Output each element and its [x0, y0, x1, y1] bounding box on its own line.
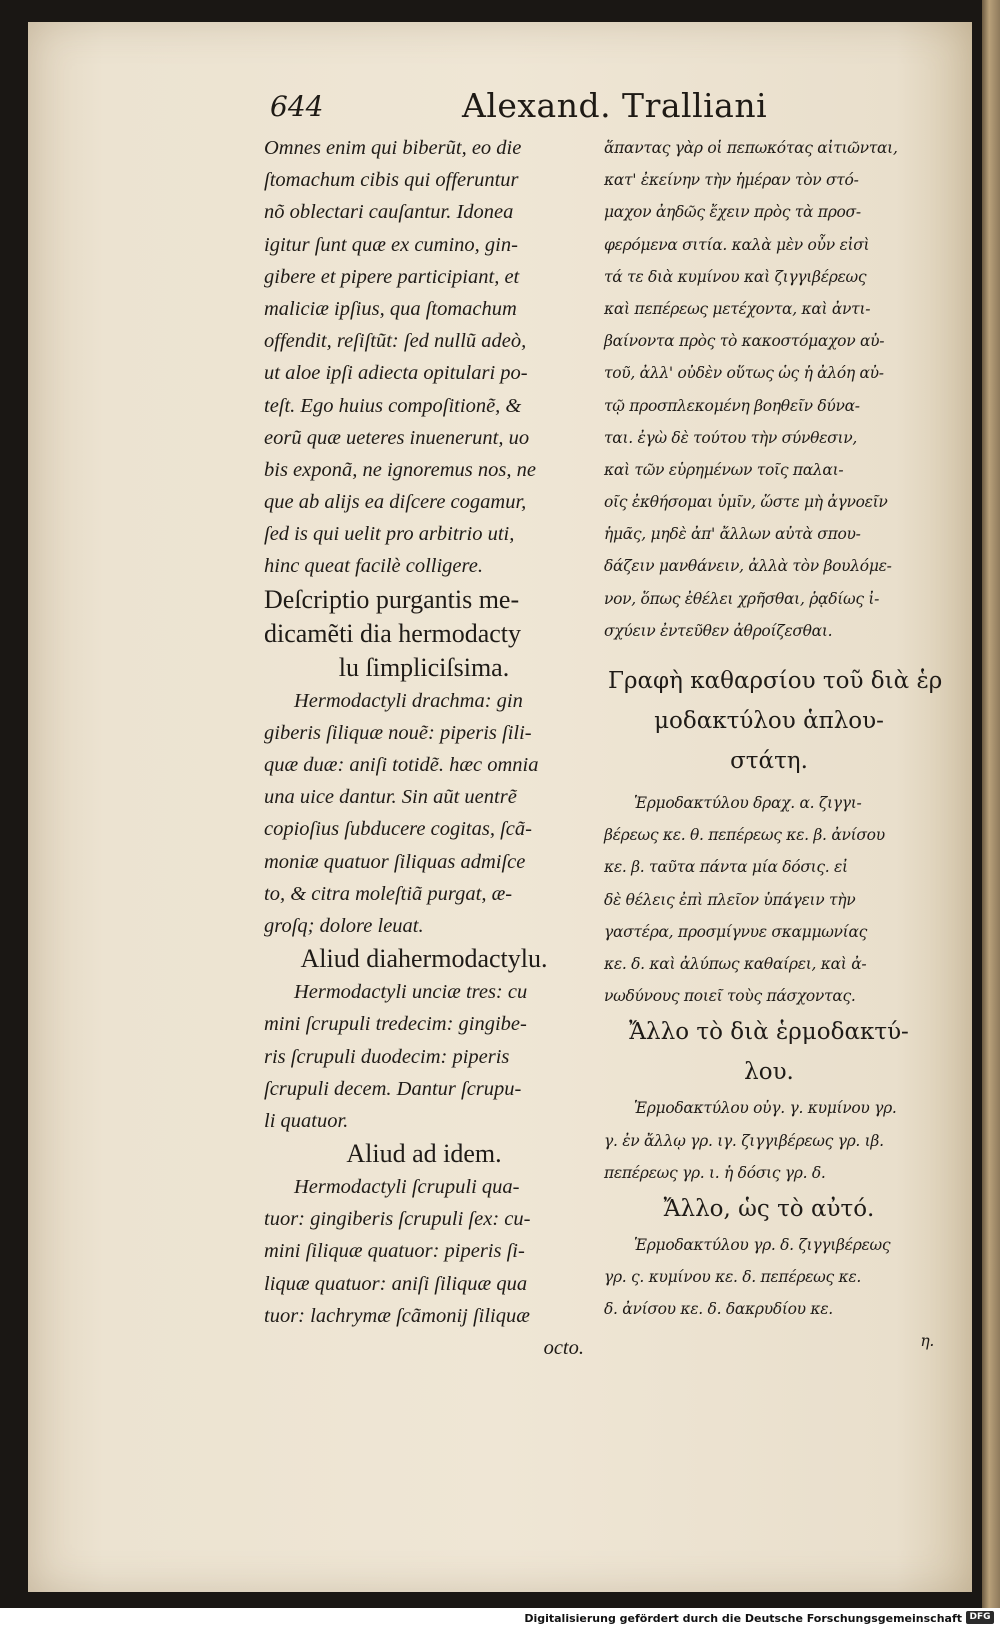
text-line: σχύειν ἐντεῦθεν ἀθροίζεσθαι. — [604, 621, 833, 640]
greek-heading-3: Ἄλλο, ὡς τὸ αὐτό. — [663, 1195, 875, 1222]
text-line: Ἑρμοδακτύλου δραχ. α. ζιγγι- — [634, 794, 862, 812]
heading-line: lu ſimpliciſsima. — [338, 652, 510, 682]
text-line: ἅπαντας γὰρ οἱ πεπωκότας αἰτιῶνται, — [604, 139, 898, 157]
text-line: bis exponã, ne ignoremus nos, ne — [264, 458, 536, 481]
latin-heading-2: Aliud diahermodactylu. — [300, 944, 548, 974]
text-line: ται. ἐγὼ δὲ τούτου τὴν σύνθεσιν, — [604, 428, 857, 447]
latin-paragraph-4 — [264, 1171, 584, 1364]
text-line: τοῦ, ἀλλ' οὐδὲν οὕτως ὡς ἡ ἀλόη αὐ- — [604, 364, 884, 383]
text-line: mini ſiliquæ quatuor: piperis ſi- — [264, 1240, 525, 1263]
text-line: Hermodactyli unciæ tres: cu — [294, 981, 528, 1004]
text-line: ut aloe ipſi adiecta opitulari po- — [264, 362, 528, 385]
book-edge — [982, 0, 1000, 1608]
text-line: βέρεως κε. θ. πεπέρεως κε. β. ἀνίσου — [604, 826, 885, 845]
text-line: φερόμενα σιτία. καλὰ μὲν οὖν εἰσὶ — [604, 235, 870, 254]
text-line: Hermodactyli drachma: gin — [294, 689, 523, 712]
text-line: liquæ quatuor: aniſi ſiliquæ qua — [264, 1272, 528, 1295]
text-line: τά τε διὰ κυμίνου καὶ ζιγγιβέρεως — [604, 267, 867, 286]
text-line: ſcrupuli decem. Dantur ſcrupu- — [264, 1077, 522, 1100]
text-line: groſq; dolore leuat. — [264, 914, 424, 937]
text-line: ſed is qui uelit pro arbitrio uti, — [264, 523, 515, 546]
heading-line: λου. — [744, 1059, 794, 1086]
text-line: νωδύνους ποιεῖ τοὺς πάσχοντας. — [604, 987, 856, 1006]
latin-column — [264, 132, 584, 1364]
text-line: η. — [920, 1332, 934, 1351]
text-line: to, & citra moleſtiã purgat, æ- — [264, 882, 513, 905]
text-line: octo. — [543, 1337, 584, 1359]
text-line: giberis ſiliquæ nouẽ: piperis ſili- — [264, 721, 532, 744]
text-line: γαστέρα, προσμίγνυε σκαμμωνίας — [604, 922, 867, 941]
text-line: νον, ὅπως ἐθέλει χρῆσθαι, ῥᾳδίως ἰ- — [604, 589, 880, 608]
text-line: gibere et pipere participiant, et — [264, 265, 520, 288]
text-line: κατ' ἐκείνην τὴν ἡμέραν τὸν στό- — [604, 171, 859, 190]
running-head: Alexand. Tralliani — [462, 86, 768, 125]
text-line: hinc queat facilè colligere. — [264, 555, 483, 578]
text-line: πεπέρεως γρ. ι. ἡ δόσις γρ. δ. — [604, 1163, 826, 1182]
text-line: κε. β. ταῦτα πάντα μία δόσις. εἰ — [604, 858, 848, 877]
text-line: nõ oblectari cauſantur. Idonea — [264, 201, 514, 224]
text-line: tuor: lachrymæ ſcãmonij ſiliquæ — [264, 1304, 530, 1327]
latin-paragraph-3 — [264, 976, 584, 1137]
text-line: δὲ θέλεις ἐπὶ πλεῖον ὑπάγειν τὴν — [604, 890, 856, 909]
text-line: κε. δ. καὶ ἀλύπως καθαίρει, καὶ ἀ- — [604, 954, 867, 973]
text-line: τῷ προσπλεκομένη βοηθεῖν δύνα- — [604, 396, 860, 415]
text-line: mini ſcrupuli tredecim: gingibe- — [264, 1013, 527, 1036]
heading-line: μοδακτύλου ἁπλου- — [654, 708, 884, 734]
text-line: eorũ quæ ueteres inuenerunt, uo — [264, 426, 530, 449]
text-line: Ἑρμοδακτύλου γρ. δ. ζιγγιβέρεως — [634, 1235, 891, 1254]
text-line: καὶ πεπέρεως μετέχοντα, καὶ ἀντι- — [604, 299, 871, 318]
text-line: maliciæ ipſius, qua ſtomachum — [264, 297, 517, 320]
text-line: οῖς ἐκθήσομαι ὑμῖν, ὥστε μὴ ἀγνοεῖν — [604, 493, 888, 512]
text-line: Hermodactyli ſcrupuli qua- — [294, 1176, 520, 1199]
text-line: δάζειν μανθάνειν, ἀλλὰ τὸν βουλόμε- — [604, 557, 892, 576]
text-line: καὶ τῶν εὑρημένων τοῖς παλαι- — [604, 460, 844, 479]
greek-column — [604, 132, 943, 1358]
greek-paragraph-2 — [604, 787, 934, 1012]
text-line: γ. ἐν ἄλλῳ γρ. ιγ. ζιγγιβέρεως γρ. ιβ. — [604, 1131, 884, 1150]
heading-line: Γραφὴ καθαρσίου τοῦ διὰ ἑρ — [608, 668, 943, 694]
greek-paragraph-4 — [604, 1229, 934, 1358]
text-line: γρ. ς. κυμίνου κε. δ. πεπέρεως κε. — [604, 1268, 862, 1287]
text-line: βαίνοντα πρὸς τὸ κακοστόμαχον αὐ- — [604, 332, 885, 351]
text-line: li quatuor. — [264, 1109, 349, 1132]
text-line: quæ duæ: aniſi totidẽ. hæc omnia — [264, 754, 539, 776]
text-line: offendit, reſiſtũt: ſed nullũ adeò, — [264, 330, 527, 353]
latin-heading-1 — [264, 583, 584, 685]
text-line: moniæ quatuor ſiliquas admiſce — [264, 850, 526, 873]
heading-line: dicamẽti dia hermodacty — [264, 618, 522, 648]
latin-heading-3: Aliud ad idem. — [346, 1139, 502, 1169]
latin-paragraph-2 — [264, 685, 584, 943]
dfg-logo: DFG — [966, 1611, 994, 1624]
text-line: Ἑρμοδακτύλου οὐγ. γ. κυμίνου γρ. — [634, 1099, 897, 1118]
text-line: Omnes enim qui biberũt, eo die — [264, 137, 522, 159]
greek-paragraph-1 — [604, 132, 934, 647]
latin-paragraph-1 — [264, 132, 584, 583]
text-line: que ab alijs ea diſcere cogamur, — [264, 491, 527, 514]
heading-line: Deſcriptio purgantis me- — [264, 584, 520, 614]
text-line: μαχον ἀηδῶς ἔχειν πρὸς τὰ προσ- — [604, 203, 861, 222]
digitization-credit: Digitalisierung gefördert durch die Deutsche Forschungsgemeinschaft — [524, 1612, 962, 1625]
text-line: δ. ἀνίσου κε. δ. δακρυδίου κε. — [604, 1300, 833, 1319]
heading-line: στάτη. — [730, 748, 808, 774]
text-line: ris ſcrupuli duodecim: piperis — [264, 1045, 510, 1068]
text-line: teſt. Ego huius compoſitionẽ, & — [264, 394, 522, 417]
text-line: igitur ſunt quæ ex cumino, gin- — [264, 233, 518, 256]
text-line: ἡμᾶς, μηδὲ ἀπ' ἄλλων αὐτὰ σπου- — [604, 525, 861, 544]
text-line: copioſius ſubducere cogitas, ſcã- — [264, 818, 532, 841]
text-line: ſtomachum cibis qui offeruntur — [264, 169, 519, 192]
page-header — [240, 88, 800, 128]
greek-heading-2 — [604, 1012, 934, 1092]
text-line: una uice dantur. Sin aũt uentrẽ — [264, 786, 517, 809]
greek-paragraph-3 — [604, 1092, 934, 1189]
greek-heading-1 — [604, 661, 943, 781]
page-number: 644 — [270, 90, 324, 123]
heading-line: Ἄλλο τὸ διὰ ἑρμοδακτύ- — [629, 1019, 909, 1046]
text-line: tuor: gingiberis ſcrupuli ſex: cu- — [264, 1208, 531, 1231]
